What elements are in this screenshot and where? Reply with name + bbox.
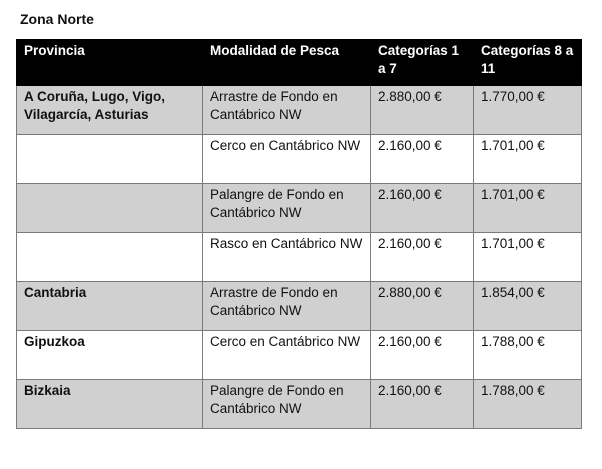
cell-provincia: Gipuzkoa [17, 331, 203, 380]
cell-categorias-8-11: 1.788,00 € [474, 380, 582, 429]
cell-modalidad: Arrastre de Fondo en Cantábrico NW [203, 86, 371, 135]
cell-categorias-1-7: 2.160,00 € [371, 135, 474, 184]
cell-categorias-1-7: 2.160,00 € [371, 380, 474, 429]
cell-categorias-8-11: 1.788,00 € [474, 331, 582, 380]
header-categorias-8-11: Categorías 8 a 11 [474, 40, 582, 86]
cell-modalidad: Arrastre de Fondo en Cantábrico NW [203, 282, 371, 331]
cell-provincia [17, 135, 203, 184]
table-row [17, 282, 582, 331]
cell-modalidad: Rasco en Cantábrico NW [203, 233, 371, 282]
cell-provincia: Bizkaia [17, 380, 203, 429]
cell-categorias-8-11: 1.770,00 € [474, 86, 582, 135]
cell-categorias-8-11: 1.701,00 € [474, 233, 582, 282]
table-row [17, 233, 582, 282]
table-row [17, 331, 582, 380]
cell-categorias-1-7: 2.160,00 € [371, 184, 474, 233]
cell-categorias-8-11: 1.701,00 € [474, 135, 582, 184]
cell-categorias-8-11: 1.854,00 € [474, 282, 582, 331]
cell-categorias-1-7: 2.160,00 € [371, 233, 474, 282]
cell-provincia: A Coruña, Lugo, Vigo, Vilagarcía, Asturias [17, 86, 203, 135]
cell-provincia [17, 233, 203, 282]
table-row [17, 135, 582, 184]
table-row [17, 380, 582, 429]
table-row [17, 184, 582, 233]
cell-modalidad: Cerco en Cantábrico NW [203, 331, 371, 380]
table-row [17, 86, 582, 135]
table-header-row [17, 40, 582, 86]
cell-categorias-8-11: 1.701,00 € [474, 184, 582, 233]
prices-table [16, 39, 582, 429]
cell-modalidad: Cerco en Cantábrico NW [203, 135, 371, 184]
header-provincia: Provincia [17, 40, 203, 86]
cell-modalidad: Palangre de Fondo en Cantábrico NW [203, 184, 371, 233]
cell-categorias-1-7: 2.160,00 € [371, 331, 474, 380]
cell-categorias-1-7: 2.880,00 € [371, 282, 474, 331]
cell-provincia [17, 184, 203, 233]
header-modalidad: Modalidad de Pesca [203, 40, 371, 86]
cell-provincia: Cantabria [17, 282, 203, 331]
cell-modalidad: Palangre de Fondo en Cantábrico NW [203, 380, 371, 429]
section-title: Zona Norte [20, 11, 94, 27]
cell-categorias-1-7: 2.880,00 € [371, 86, 474, 135]
header-categorias-1-7: Categorías 1 a 7 [371, 40, 474, 86]
